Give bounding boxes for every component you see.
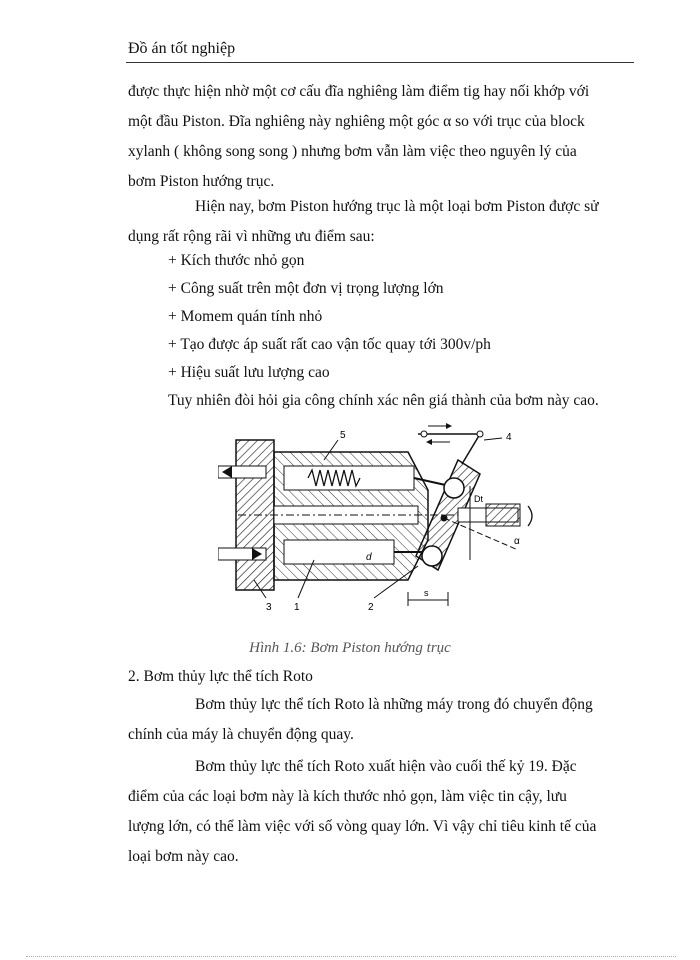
text-line: loại bơm này cao. — [128, 848, 239, 865]
figure-caption: Hình 1.6: Bơm Piston hướng trục — [249, 640, 451, 656]
label-alpha: α — [514, 536, 520, 547]
shaft-end — [486, 504, 520, 526]
text-line: được thực hiện nhờ một cơ cấu đĩa nghiêng làm điểm tig hay nối khớp với — [128, 83, 590, 100]
text-line: Hiện nay, bơm Piston hướng trục là một loại bơm Piston được sử — [195, 198, 599, 215]
ball-joint-lower — [422, 546, 442, 566]
text-line: một đầu Piston. Đĩa nghiêng này nghiêng một góc α so với trục của block — [128, 113, 585, 130]
paragraph-roto-features — [128, 752, 633, 872]
text-line: lượng lớn, có thể làm việc với số vòng quay lớn. Vì vậy chỉ tiêu kinh tế của — [128, 818, 597, 835]
axial-piston-pump-figure — [218, 420, 550, 618]
label-d: d — [366, 552, 372, 563]
text-line: bơm Piston hướng trục. — [128, 173, 275, 190]
label-2: 2 — [368, 602, 374, 613]
label-5: 5 — [340, 430, 346, 441]
advantage-item: + Công suất trên một đơn vị trọng lượng lớn — [168, 280, 444, 297]
arrow-right-head — [446, 423, 452, 429]
paragraph-roto-def — [128, 690, 633, 750]
lever-pivot — [477, 431, 483, 437]
header-divider — [126, 62, 634, 63]
label-4: 4 — [506, 432, 512, 443]
label-dt: Dt — [474, 494, 483, 504]
text-line: xylanh ( không song song ) nhưng bơm vẫn làm việc theo nguyên lý của — [128, 143, 577, 160]
control-lever — [462, 434, 480, 464]
label-3: 3 — [266, 602, 272, 613]
advantage-item: + Momem quán tính nhỏ — [168, 308, 323, 325]
ball-joint-upper — [444, 478, 464, 498]
arrow-left-head — [426, 439, 432, 445]
paragraph-cost-note: Tuy nhiên đòi hỏi gia công chính xác nên giá thành của bơm này cao. — [168, 392, 599, 409]
label-1: 1 — [294, 602, 300, 613]
paragraph-swashplate — [128, 77, 633, 197]
page-header-title: Đồ án tốt nghiệp — [128, 40, 236, 57]
advantage-item: + Hiệu suất lưu lượng cao — [168, 364, 330, 381]
text-line: dụng rất rộng rãi vì những ưu điểm sau: — [128, 228, 375, 245]
lower-bore — [284, 540, 394, 564]
link-pivot — [421, 431, 427, 437]
text-line: chính của máy là chuyển động quay. — [128, 726, 354, 743]
paragraph-advantages-intro — [128, 192, 633, 252]
rotation-arrow — [528, 506, 532, 526]
upper-bore — [284, 466, 414, 490]
text-line: Bơm thủy lực thể tích Roto là những máy trong đó chuyển động — [195, 696, 593, 713]
advantage-item: + Kích thước nhỏ gọn — [168, 252, 305, 269]
label-s: s — [424, 588, 429, 598]
footer-divider — [26, 956, 676, 957]
text-line: Bơm thủy lực thể tích Roto xuất hiện vào cuối thế kỷ 19. Đặc — [195, 758, 577, 775]
leader-4 — [484, 438, 502, 440]
text-line: điểm của các loại bơm này là kích thước nhỏ gọn, làm việc tin cậy, lưu — [128, 788, 567, 805]
advantage-item: + Tạo được áp suất rất cao vận tốc quay tới 300v/ph — [168, 336, 491, 353]
section-heading: 2. Bơm thủy lực thể tích Roto — [128, 668, 313, 685]
